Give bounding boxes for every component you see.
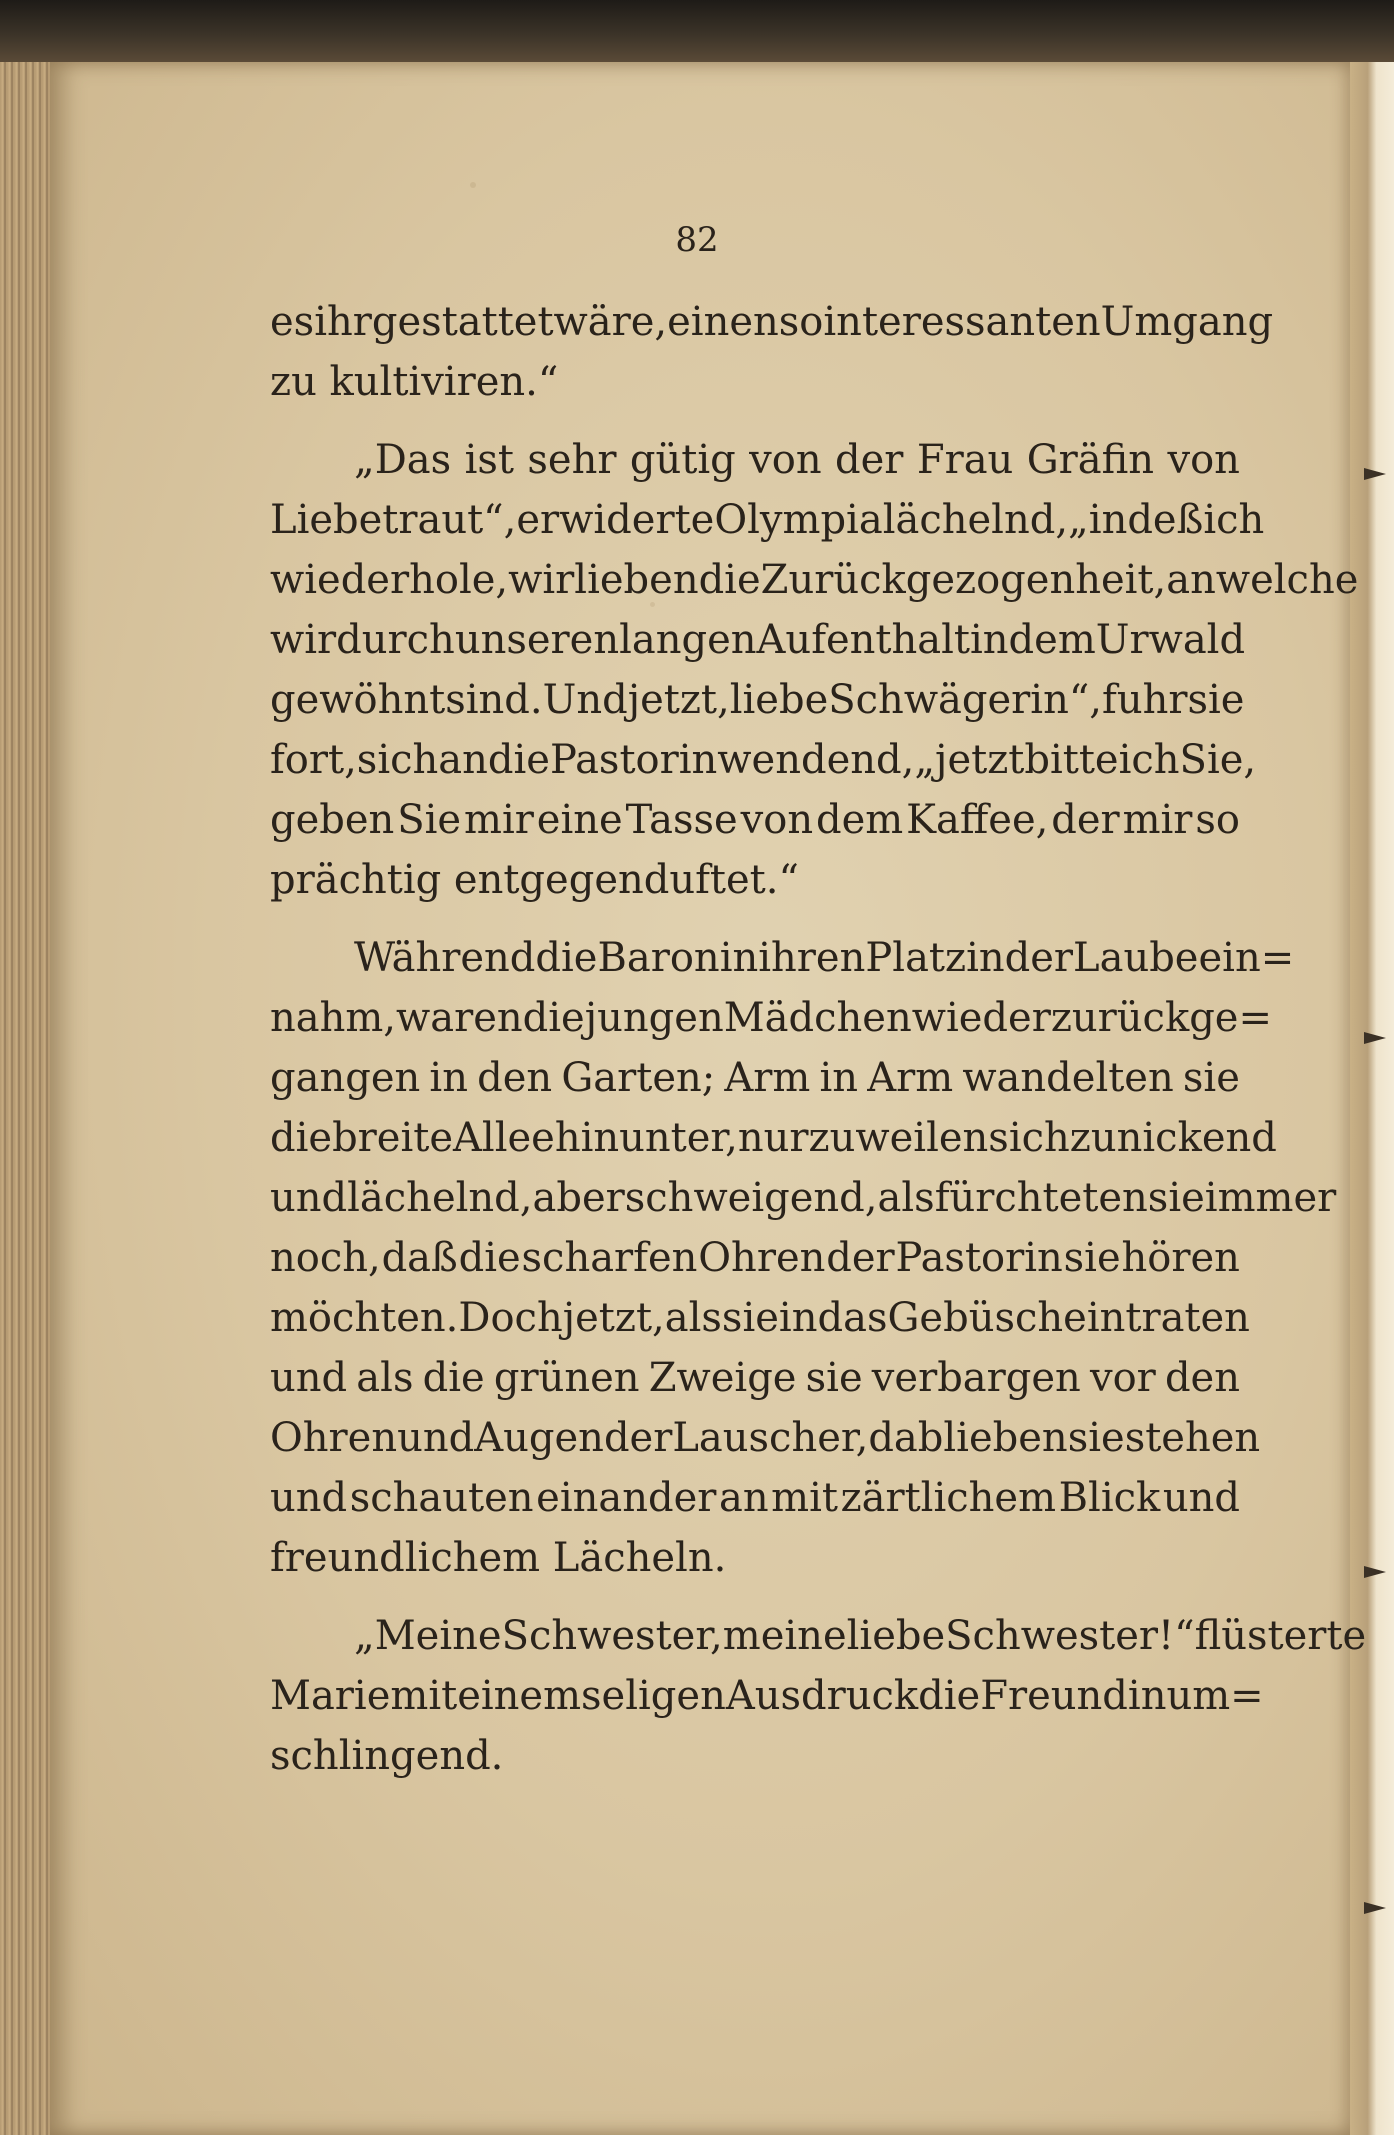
word: sie: [1147, 1175, 1205, 1221]
word: Sie,: [1179, 737, 1257, 783]
word: zärtlichem: [840, 1475, 1057, 1521]
word: Kaffee,: [906, 797, 1049, 843]
word: Umgang: [1100, 299, 1274, 345]
paragraph-gap: [270, 910, 1240, 928]
word: einander: [536, 1475, 717, 1521]
word: an: [1166, 557, 1216, 603]
word: sich: [988, 1115, 1070, 1161]
word: und: [397, 1415, 475, 1461]
word: nahm,: [270, 995, 397, 1041]
text-line: [270, 1168, 1337, 1228]
word: und: [270, 1355, 348, 1401]
word: sehr: [527, 437, 617, 483]
word: Arm: [724, 1055, 811, 1101]
word: aber: [532, 1175, 625, 1221]
word: zunickend: [1069, 1115, 1277, 1161]
word: eine: [536, 797, 623, 843]
edge-arrow-mark: [1364, 1902, 1386, 1914]
word: mit: [390, 1673, 458, 1719]
word: von: [749, 437, 822, 483]
word: durch: [336, 617, 455, 663]
word: als: [356, 1355, 414, 1401]
word: Laube: [1073, 935, 1199, 981]
word: hinunter,: [554, 1115, 738, 1161]
word: liebe: [846, 1613, 946, 1659]
word: zuweilen: [808, 1115, 989, 1161]
word: Ausdruck: [725, 1673, 919, 1719]
word: da: [868, 1415, 918, 1461]
word: ein=: [1198, 935, 1295, 981]
word: Ohren: [270, 1415, 398, 1461]
word: ist: [464, 437, 514, 483]
word: Zweige: [648, 1355, 797, 1401]
word: sich: [356, 737, 439, 783]
word: von: [740, 797, 814, 843]
text-line: [270, 1606, 1367, 1666]
word: fuhr: [1102, 677, 1188, 723]
word: Baronin: [597, 935, 759, 981]
word: Garten;: [561, 1055, 716, 1101]
word: einen: [667, 299, 779, 345]
text-line: [270, 730, 1257, 790]
text-line: [270, 1348, 1240, 1408]
book-binding-top: [0, 0, 1394, 62]
word: verbargen: [871, 1355, 1081, 1401]
word: wiederhole,: [270, 557, 509, 603]
word: sie: [721, 1295, 779, 1341]
paragraph: [270, 430, 1359, 910]
word: unseren: [454, 617, 620, 663]
word: eintraten: [1063, 1295, 1250, 1341]
paragraph: [270, 928, 1337, 1588]
word: sie: [1182, 1055, 1240, 1101]
word: sie: [1063, 1235, 1121, 1281]
text-line: [270, 1228, 1240, 1288]
text-line: [270, 490, 1265, 550]
word: Schwester,: [501, 1613, 723, 1659]
text-line: freundlichem Lächeln.: [270, 1535, 727, 1581]
word: sie: [805, 1355, 863, 1401]
word: bitte: [1024, 737, 1119, 783]
word: Schwester!“: [945, 1613, 1195, 1659]
paragraph: [270, 292, 1274, 412]
word: Augen: [474, 1415, 604, 1461]
word: den: [1164, 1355, 1240, 1401]
edge-arrow-mark: [1364, 1566, 1386, 1578]
word: die: [535, 935, 598, 981]
word: wir: [508, 557, 575, 603]
word: Marie: [270, 1673, 391, 1719]
text-line: zu kultiviren.“: [270, 359, 559, 405]
word: ich: [1118, 737, 1180, 783]
word: gewöhnt: [270, 677, 446, 723]
word: wir: [270, 617, 337, 663]
word: fürchteten: [934, 1175, 1148, 1221]
word: seligen: [581, 1673, 726, 1719]
word: Olympia: [714, 497, 883, 543]
word: jetzt,: [562, 1295, 665, 1341]
word: breite: [332, 1115, 454, 1161]
paragraph-gap: [270, 412, 1240, 430]
edge-arrow-mark: [1364, 1032, 1386, 1044]
word: ihren: [758, 935, 866, 981]
word: nur: [737, 1115, 809, 1161]
word: gestattet: [371, 299, 554, 345]
word: es: [270, 299, 315, 345]
word: der: [1051, 797, 1120, 843]
text-line: [270, 550, 1359, 610]
word: in: [969, 617, 1009, 663]
word: in: [429, 1055, 468, 1101]
word: wandelten: [962, 1055, 1174, 1101]
next-page-edge: [1350, 62, 1394, 2135]
word: möchten.: [270, 1295, 459, 1341]
word: dem: [1008, 617, 1096, 663]
word: Lauscher,: [672, 1415, 869, 1461]
word: „Meine: [354, 1613, 502, 1659]
word: hören: [1121, 1235, 1240, 1281]
word: Schwägerin“,: [828, 677, 1103, 723]
word: Gebüsch: [887, 1295, 1064, 1341]
word: geben: [270, 797, 395, 843]
word: interessanten: [823, 299, 1101, 345]
word: „jetzt: [914, 737, 1025, 783]
word: sie: [1067, 1415, 1125, 1461]
word: zurückge=: [1050, 995, 1272, 1041]
word: in: [966, 935, 1005, 981]
word: Gräfin: [1026, 437, 1155, 483]
text-line: [270, 988, 1272, 1048]
word: als: [664, 1295, 722, 1341]
text-line: [270, 1468, 1240, 1528]
word: jetzt,: [627, 677, 730, 723]
word: Pastorin: [895, 1235, 1063, 1281]
text-line: [270, 928, 1295, 988]
text-line: [270, 1288, 1250, 1348]
word: meine: [722, 1613, 847, 1659]
word: stehen: [1124, 1415, 1261, 1461]
text-line: [270, 610, 1246, 670]
word: ich: [1203, 497, 1265, 543]
word: die: [458, 1235, 521, 1281]
word: waren: [396, 995, 523, 1041]
word: scharfen: [521, 1235, 698, 1281]
word: Mädchen: [723, 995, 912, 1041]
word: Zurückgezogenheit,: [760, 557, 1167, 603]
paper-speck: [470, 182, 476, 188]
text-line: [270, 790, 1240, 850]
word: wäre,: [553, 299, 668, 345]
word: immer: [1204, 1175, 1337, 1221]
word: liebe: [729, 677, 829, 723]
text-line: [270, 430, 1240, 490]
word: schauten: [349, 1475, 534, 1521]
word: Aufenthalt: [756, 617, 970, 663]
word: an: [438, 737, 488, 783]
text-line: [270, 1666, 1264, 1726]
text-line: [270, 670, 1245, 730]
word: daß: [381, 1235, 458, 1281]
word: gütig: [629, 437, 736, 483]
word: die: [522, 995, 585, 1041]
body-text: [270, 292, 1367, 1786]
word: der: [835, 437, 904, 483]
word: an: [718, 1475, 769, 1521]
word: blieben: [917, 1415, 1068, 1461]
word: die: [487, 737, 550, 783]
word: vor: [1089, 1355, 1156, 1401]
word: „Das: [354, 437, 452, 483]
word: Während: [354, 935, 536, 981]
paragraph: [270, 1606, 1367, 1786]
word: dem: [816, 797, 904, 843]
word: Liebetraut“,: [270, 497, 517, 543]
word: Tasse: [625, 797, 738, 843]
word: flüsterte: [1194, 1613, 1367, 1659]
word: lächelnd,: [882, 497, 1069, 543]
word: der: [1004, 935, 1074, 981]
word: Und: [542, 677, 628, 723]
word: gangen: [270, 1055, 421, 1101]
word: so: [778, 299, 824, 345]
word: das: [817, 1295, 888, 1341]
word: „indeß: [1068, 497, 1204, 543]
word: schweigend,: [624, 1175, 878, 1221]
word: Doch: [458, 1295, 563, 1341]
word: um=: [1166, 1673, 1264, 1719]
word: der: [603, 1415, 673, 1461]
text-line: [270, 1408, 1261, 1468]
paragraph-gap: [270, 1588, 1240, 1606]
word: fort,: [270, 737, 357, 783]
word: mir: [1122, 797, 1193, 843]
text-line: [270, 292, 1274, 352]
word: als: [877, 1175, 935, 1221]
word: lächelnd,: [347, 1175, 533, 1221]
word: langen: [619, 617, 757, 663]
word: mir: [464, 797, 534, 843]
word: und: [1162, 1475, 1240, 1521]
text-line: prächtig entgegenduftet.“: [270, 857, 799, 903]
word: die: [698, 557, 761, 603]
word: Urwald: [1095, 617, 1246, 663]
word: und: [270, 1175, 348, 1221]
word: sie: [1187, 677, 1245, 723]
word: der: [826, 1235, 895, 1281]
word: von: [1167, 437, 1240, 483]
word: noch,: [270, 1235, 381, 1281]
word: ihr: [314, 299, 372, 345]
word: Platz: [865, 935, 967, 981]
word: die: [422, 1355, 485, 1401]
word: so: [1195, 797, 1240, 843]
word: erwiderte: [516, 497, 715, 543]
word: in: [819, 1055, 859, 1101]
word: die: [918, 1673, 981, 1719]
word: Pastorin: [549, 737, 718, 783]
word: einem: [457, 1673, 582, 1719]
word: wieder: [911, 995, 1051, 1041]
word: mit: [771, 1475, 838, 1521]
text-line: [270, 1108, 1277, 1168]
word: Ohren: [698, 1235, 826, 1281]
edge-arrow-mark: [1364, 468, 1386, 480]
word: in: [778, 1295, 818, 1341]
text-line: [270, 1048, 1240, 1108]
word: Freundin: [980, 1673, 1167, 1719]
word: Blick: [1058, 1475, 1161, 1521]
word: und: [270, 1475, 348, 1521]
word: sind.: [445, 677, 543, 723]
word: die: [270, 1115, 333, 1161]
word: Frau: [916, 437, 1014, 483]
word: Allee: [453, 1115, 555, 1161]
text-line: schlingend.: [270, 1733, 504, 1779]
word: grünen: [493, 1355, 640, 1401]
word: welche: [1215, 557, 1359, 603]
word: lieben: [574, 557, 699, 603]
page-number: 82: [675, 220, 719, 260]
word: wendend,: [717, 737, 915, 783]
word: Arm: [867, 1055, 954, 1101]
word: Sie: [397, 797, 462, 843]
word: jungen: [584, 995, 724, 1041]
word: den: [477, 1055, 553, 1101]
